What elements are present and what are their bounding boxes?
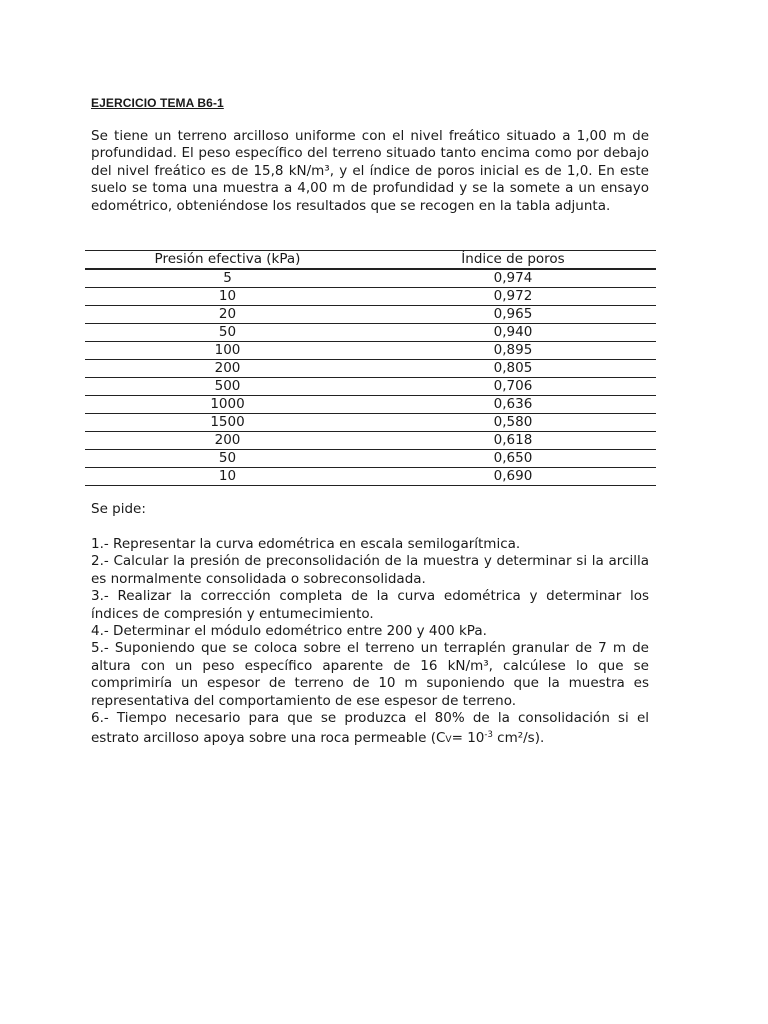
pressure-cell: 10 bbox=[85, 288, 370, 306]
void-ratio-cell: 0,805 bbox=[370, 360, 656, 378]
void-ratio-cell: 0,618 bbox=[370, 432, 656, 450]
void-ratio-cell: 0,974 bbox=[370, 269, 656, 288]
pressure-cell: 100 bbox=[85, 342, 370, 360]
table-row bbox=[85, 324, 656, 342]
task6-end: cm²/s). bbox=[492, 730, 545, 747]
pressure-cell: 500 bbox=[85, 378, 370, 396]
table-row bbox=[85, 269, 656, 288]
task-item: 5.- Suponiendo que se coloca sobre el terreno un terraplén granular de 7 m de altura con un peso específico aparente de 16 kN/m³, calcúlese lo que se comprimiría un espesor de terreno de 10 m suponiendo que la muestra es representativa del comportamiento de ese espesor de terreno. bbox=[91, 640, 649, 709]
pressure-cell: 200 bbox=[85, 360, 370, 378]
table-row bbox=[85, 378, 656, 396]
void-ratio-cell: 0,706 bbox=[370, 378, 656, 396]
void-ratio-cell: 0,972 bbox=[370, 288, 656, 306]
task-list bbox=[91, 536, 649, 750]
table-row bbox=[85, 288, 656, 306]
void-ratio-cell: 0,690 bbox=[370, 468, 656, 486]
pressure-cell: 50 bbox=[85, 324, 370, 342]
task6-mid: = 10 bbox=[451, 730, 485, 747]
header-pressure: Presión efectiva (kPa) bbox=[85, 251, 370, 270]
table-row bbox=[85, 432, 656, 450]
void-ratio-cell: 0,965 bbox=[370, 306, 656, 324]
table-row bbox=[85, 396, 656, 414]
table-row bbox=[85, 468, 656, 486]
task-item: 2.- Calcular la presión de preconsolidación de la muestra y determinar si la arcilla es normalmente consolidada o sobreconsolidada. bbox=[91, 553, 649, 587]
table-row bbox=[85, 360, 656, 378]
pressure-cell: 1000 bbox=[85, 396, 370, 414]
void-ratio-cell: 0,636 bbox=[370, 396, 656, 414]
pressure-cell: 20 bbox=[85, 306, 370, 324]
task6-text: 6.- Tiempo necesario para que se produzca el 80% de la consolidación si el estrato arcilloso apoya sobre una roca permeable (C bbox=[91, 710, 649, 747]
cv-exponent: -3 bbox=[484, 730, 493, 741]
pressure-cell: 1500 bbox=[85, 414, 370, 432]
task-item: 4.- Determinar el módulo edométrico entre 200 y 400 kPa. bbox=[91, 623, 487, 640]
void-ratio-cell: 0,580 bbox=[370, 414, 656, 432]
pressure-cell: 5 bbox=[85, 269, 370, 288]
table-row bbox=[85, 306, 656, 324]
exercise-title: EJERCICIO TEMA B6-1 bbox=[91, 96, 224, 110]
task-item: 3.- Realizar la corrección completa de la curva edométrica y determinar los índices de compresión y entumecimiento. bbox=[91, 588, 649, 622]
table-row bbox=[85, 342, 656, 360]
void-ratio-cell: 0,940 bbox=[370, 324, 656, 342]
pressure-cell: 200 bbox=[85, 432, 370, 450]
table-header-row bbox=[85, 251, 656, 270]
header-void-ratio: Índice de poros bbox=[370, 251, 656, 270]
intro-paragraph: Se tiene un terreno arcilloso uniforme con el nivel freático situado a 1,00 m de profundidad. El peso específico del terreno situado tanto encima como por debajo del nivel freático es de 15,8 kN/m³, y el índice de poros inicial es de 1,0. En este suelo se toma una muestra a 4,00 m de profundidad y se la somete a un ensayo edométrico, obteniéndose los resultados que se recogen en la tabla adjunta. bbox=[91, 128, 649, 214]
task-item-6 bbox=[91, 710, 649, 750]
table-row bbox=[85, 414, 656, 432]
void-ratio-cell: 0,650 bbox=[370, 450, 656, 468]
pressure-cell: 50 bbox=[85, 450, 370, 468]
results-table bbox=[85, 250, 656, 486]
void-ratio-cell: 0,895 bbox=[370, 342, 656, 360]
se-pide-label: Se pide: bbox=[91, 501, 146, 517]
task-item: 1.- Representar la curva edométrica en escala semilogarítmica. bbox=[91, 536, 521, 552]
cv-subscript: V bbox=[445, 735, 452, 746]
table-row bbox=[85, 450, 656, 468]
pressure-cell: 10 bbox=[85, 468, 370, 486]
